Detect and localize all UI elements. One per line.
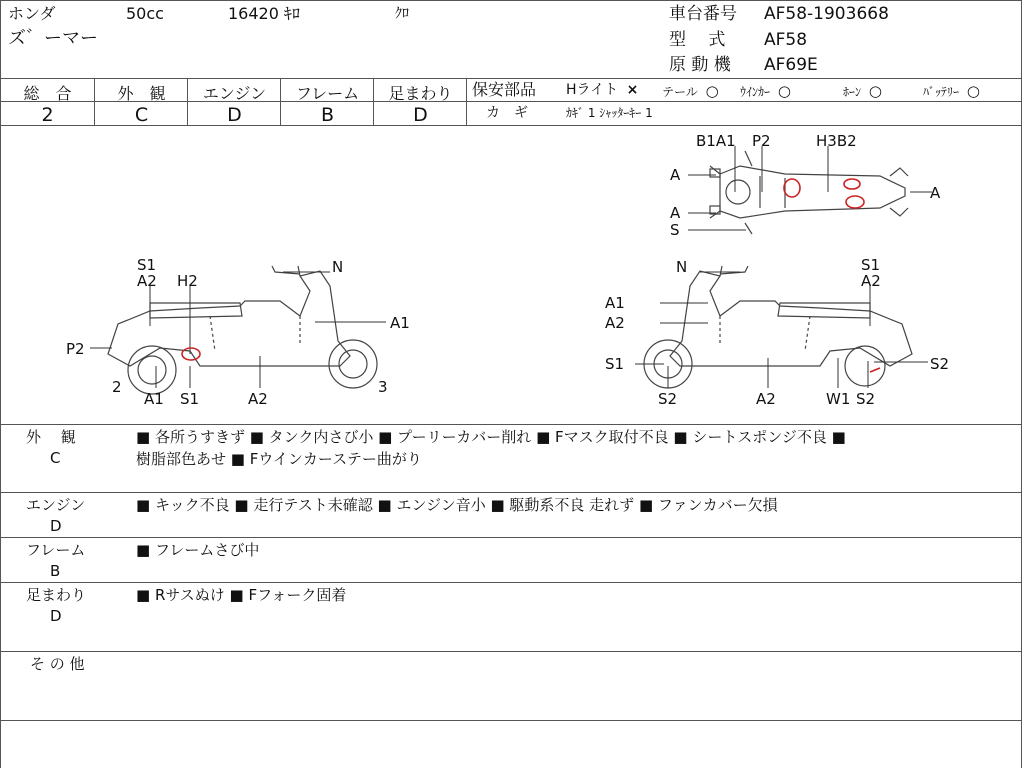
displacement: 50cc [126, 4, 164, 23]
type-value: AF58 [764, 30, 808, 50]
engine-value: AF69E [764, 55, 818, 75]
safety-label: 保安部品 [472, 80, 537, 99]
label-a2: A2 [756, 390, 776, 408]
label-a2: A2 [137, 272, 157, 290]
safety-item-battery [923, 84, 980, 99]
key-value: ｶｷﾞ 1 ｼｬｯﾀｰｷｰ 1 [566, 106, 653, 120]
damage-marks [182, 179, 880, 372]
label-s1: S1 [861, 256, 881, 274]
remark-category-engine: エンジン [26, 496, 86, 514]
safety-item-mark: ○ [777, 82, 791, 100]
model-name: ズ゛ーマー [8, 28, 98, 49]
grade-table-top [0, 78, 1022, 79]
remarks-divider [0, 492, 1022, 493]
label-p2: P2 [66, 340, 85, 358]
safety-item-horn [843, 84, 882, 99]
safety-item-mark: ○ [966, 82, 980, 100]
grade-table-mid-right [466, 101, 1022, 102]
label-a1: A1 [390, 314, 410, 332]
safety-item-name: ﾎｰﾝ [843, 85, 862, 99]
safety-item-mark: × [626, 82, 639, 98]
label-w1: W1 [826, 390, 851, 408]
safety-item-mark: ○ [705, 82, 719, 100]
safety-item-headlight [566, 83, 638, 97]
top-view-scooter [710, 151, 908, 234]
remark-grade-frame: B [50, 562, 61, 580]
label-s2: S2 [930, 355, 950, 373]
damage-diagram [0, 126, 1022, 424]
label-a2: A2 [248, 390, 268, 408]
safety-item-name: ﾊﾞｯﾃﾘｰ [923, 85, 960, 99]
safety-item-name: ｳｲﾝｶｰ [740, 85, 771, 99]
remark-category-exterior: 外 観 [26, 428, 76, 446]
remarks-divider [0, 720, 1022, 721]
frame-top [0, 0, 1022, 1]
label-n: N [676, 258, 688, 276]
label-s: S [670, 221, 680, 239]
safety-item-name: Hライト [566, 82, 619, 98]
remark-text-exterior-2: 樹脂部色あせ ■ Fウインカーステー曲がり [136, 450, 422, 468]
engine-label: 原 動 機 [669, 55, 731, 75]
remarks-divider [0, 651, 1022, 652]
type-label: 型 式 [669, 30, 726, 50]
maker: ホンダ [8, 4, 56, 23]
grade-value-suspension: D [413, 104, 428, 126]
remark-category-other: そ の 他 [30, 655, 85, 673]
grade-label-suspension: 足まわり [388, 84, 453, 103]
key-label: カ ギ [486, 105, 528, 121]
remark-grade-suspension: D [50, 607, 62, 625]
grade-value-overall: 2 [41, 104, 54, 126]
remark-text-engine: ■ キック不良 ■ 走行テスト未確認 ■ エンジン音小 ■ 駆動系不良 走れず ■ ファンカバー欠損 [136, 496, 778, 514]
label-s1: S1 [180, 390, 200, 408]
grade-label-exterior: 外 観 [117, 84, 166, 103]
remarks-divider [0, 582, 1022, 583]
label-a1: A1 [605, 294, 625, 312]
label-p2: P2 [752, 132, 771, 150]
label-3: 3 [378, 378, 388, 396]
label-n: N [332, 258, 344, 276]
mileage: 16420 ｷﾛ [228, 4, 300, 23]
label-s1: S1 [137, 256, 157, 274]
label-s2: S2 [658, 390, 678, 408]
remark-category-frame: フレーム [26, 541, 86, 559]
label-a2: A2 [605, 314, 625, 332]
safety-item-tail [662, 84, 719, 99]
grade-value-frame: B [320, 104, 335, 126]
grade-label-engine: エンジン [202, 84, 267, 103]
remark-grade-engine: D [50, 517, 62, 535]
grade-value-engine: D [227, 104, 242, 126]
label-a: A [930, 184, 941, 202]
safety-item-name: テール [662, 85, 698, 99]
remark-text-suspension: ■ Rサスぬけ ■ Fフォーク固着 [136, 586, 347, 604]
remark-grade-exterior: C [50, 449, 61, 467]
label-h2: H2 [177, 272, 198, 290]
label-a2: A2 [861, 272, 881, 290]
grade-label-frame: フレーム [295, 84, 360, 103]
label-b1a1: B1A1 [696, 132, 736, 150]
safety-item-winker [740, 84, 791, 99]
remark-text-exterior-1: ■ 各所うすきず ■ タンク内さび小 ■ プーリーカバー削れ ■ Fマスク取付不良 ■ シートスポンジ不良 ■ [136, 428, 846, 446]
safety-item-mark: ○ [868, 82, 882, 100]
label-s1: S1 [605, 355, 625, 373]
remark-text-frame: ■ フレームさび中 [136, 541, 260, 559]
remarks-divider [0, 537, 1022, 538]
frame-no: AF58-1903668 [764, 4, 889, 24]
remarks-top [0, 424, 1022, 425]
label-a: A [670, 204, 681, 222]
label-h3b2: H3B2 [816, 132, 857, 150]
remark-category-suspension: 足まわり [26, 586, 87, 604]
label-s2: S2 [856, 390, 876, 408]
label-2: 2 [112, 378, 122, 396]
frame-no-label: 車台番号 [669, 4, 737, 24]
label-a1: A1 [144, 390, 164, 408]
grade-label-overall: 総 合 [23, 84, 72, 103]
grade-value-exterior: C [134, 104, 149, 126]
color: ｸﾛ [395, 6, 409, 22]
label-a: A [670, 166, 681, 184]
